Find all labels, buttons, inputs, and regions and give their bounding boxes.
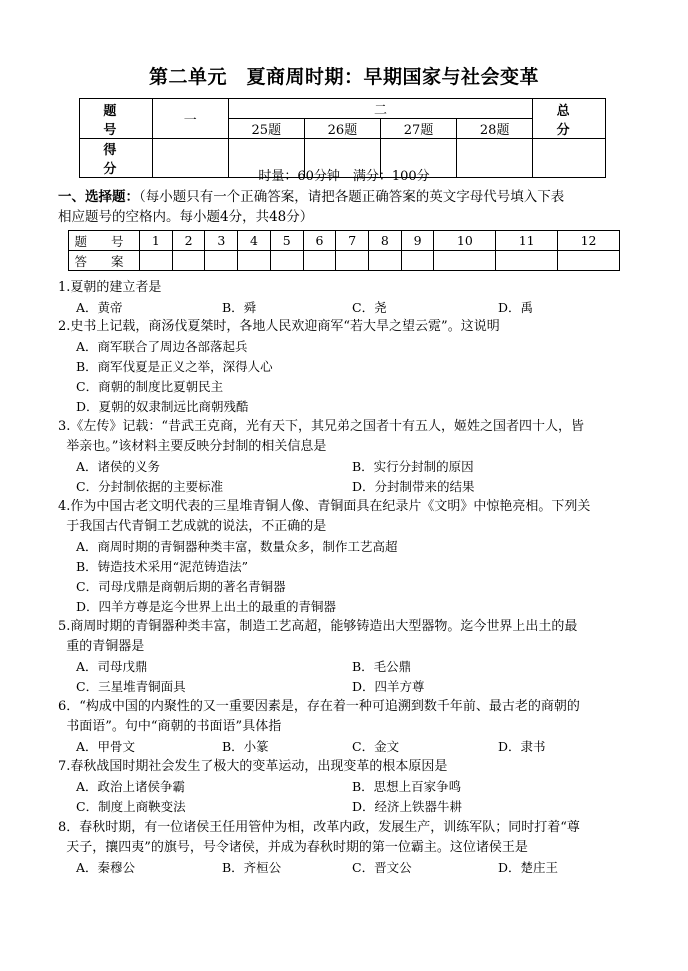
question-option: A．商周时期的青铜器种类丰富，数量众多，制作工艺高超 bbox=[76, 539, 398, 554]
answer-table-num: 11 bbox=[496, 231, 558, 251]
section1-instructions bbox=[58, 187, 658, 227]
question-option: A．诸侯的义务 bbox=[76, 459, 161, 474]
question-option: C．商朝的制度比夏朝民主 bbox=[76, 379, 224, 394]
question-option: A．秦穆公 bbox=[76, 860, 136, 875]
answer-cell[interactable] bbox=[270, 251, 303, 271]
answer-table-num: 2 bbox=[172, 231, 205, 251]
question-stem: 3.《左传》记载：“昔武王克商，光有天下，其兄弟之国者十有五人，姬姓之国者四十人，皆 bbox=[58, 419, 585, 434]
score-table-sub-28: 28题 bbox=[457, 119, 533, 139]
question-option: C．分封制依据的主要标准 bbox=[76, 479, 224, 494]
question-option: D．四羊方尊是迄今世界上出土的最重的青铜器 bbox=[76, 599, 337, 614]
score-table-col-two: 二 bbox=[228, 99, 533, 119]
score-table-sub-25: 25题 bbox=[228, 119, 304, 139]
section1-instr-line1: （每小题只有一个正确答案，请把各题正确答案的英文字母代号填入下表 bbox=[139, 189, 565, 205]
exam-meta: 时量：60分钟 满分：100分 bbox=[258, 169, 430, 184]
question-option: A．甲骨文 bbox=[76, 739, 136, 754]
answer-cell[interactable] bbox=[140, 251, 173, 271]
answer-table-num: 1 bbox=[140, 231, 173, 251]
question-stem: 5.商周时期的青铜器种类丰富，制造工艺高超，能够铸造出大型器物。迄今世界上出土的最 bbox=[58, 619, 578, 634]
question-option: B．铸造技术采用“泥范铸造法” bbox=[76, 559, 248, 574]
answer-cell[interactable] bbox=[369, 251, 402, 271]
question-option: B．实行分封制的原因 bbox=[352, 459, 474, 474]
question-stem: 举亲也。”该材料主要反映分封制的相关信息是 bbox=[58, 439, 327, 454]
page-title: 第二单元 夏商周时期：早期国家与社会变革 bbox=[148, 66, 539, 88]
question-stem: 6．“构成中国的内聚性的又一重要因素是，存在着一种可追溯到数千年前、最古老的商朝的 bbox=[58, 699, 580, 714]
answer-cell[interactable] bbox=[205, 251, 238, 271]
question-stem: 8．春秋时期，有一位诸侯王任用管仲为相，改革内政，发展生产，训练军队；同时打着“尊 bbox=[58, 820, 580, 835]
question-option: C．制度上商鞅变法 bbox=[76, 799, 186, 814]
question-stem: 于我国古代青铜工艺成就的说法，不正确的是 bbox=[58, 519, 327, 534]
question-option: C．金文 bbox=[352, 739, 400, 754]
answer-table-num: 7 bbox=[336, 231, 369, 251]
score-table-col-total: 总 分 bbox=[533, 99, 606, 139]
score-table-sub-27: 27题 bbox=[381, 119, 457, 139]
score-table-sub-26: 26题 bbox=[304, 119, 380, 139]
answer-cell[interactable] bbox=[401, 251, 434, 271]
answer-cell[interactable] bbox=[558, 251, 620, 271]
question-stem: 4.作为中国古老文明代表的三星堆青铜人像、青铜面具在纪录片《文明》中惊艳亮相。下列关 bbox=[58, 499, 591, 514]
question-option: B．齐桓公 bbox=[222, 860, 282, 875]
question-stem: 7.春秋战国时期社会发生了极大的变革运动，出现变革的根本原因是 bbox=[58, 759, 448, 774]
question-stem: 1.夏朝的建立者是 bbox=[58, 280, 162, 295]
question-option: B．思想上百家争鸣 bbox=[352, 779, 462, 794]
question-option: C．尧 bbox=[352, 300, 387, 315]
answer-table-num: 12 bbox=[558, 231, 620, 251]
question-option: D．四羊方尊 bbox=[352, 679, 425, 694]
answer-cell[interactable] bbox=[238, 251, 271, 271]
question-option: D．楚庄王 bbox=[498, 860, 559, 875]
question-option: B．小篆 bbox=[222, 739, 269, 754]
question-option: A．商军联合了周边各部落起兵 bbox=[76, 339, 248, 354]
question-option: D．经济上铁器牛耕 bbox=[352, 799, 463, 814]
answer-cell[interactable] bbox=[336, 251, 369, 271]
question-option: B．商军伐夏是正义之举，深得人心 bbox=[76, 359, 273, 374]
question-stem: 重的青铜器是 bbox=[58, 639, 145, 654]
question-stem: 书面语”。句中“商朝的书面语”具体指 bbox=[58, 719, 282, 734]
answer-cell[interactable] bbox=[172, 251, 205, 271]
question-option: D．夏朝的奴隶制远比商朝残酷 bbox=[76, 399, 249, 414]
answer-table-num: 4 bbox=[238, 231, 271, 251]
question-option: D．禹 bbox=[498, 300, 534, 315]
question-stem: 天子，攘四夷”的旗号，号令诸侯，并成为春秋时期的第一位霸主。这位诸侯王是 bbox=[58, 840, 528, 855]
question-option: C．司母戊鼎是商朝后期的著名青铜器 bbox=[76, 579, 286, 594]
question-option: C．晋文公 bbox=[352, 860, 412, 875]
answer-table-num: 8 bbox=[369, 231, 402, 251]
score-table-col-one: 一 bbox=[152, 99, 228, 139]
section1-instr-line2: 相应题号的空格内。每小题4分，共48分） bbox=[58, 209, 314, 225]
answer-table-num: 9 bbox=[401, 231, 434, 251]
score-table-label-qnum: 题 号 bbox=[80, 99, 153, 139]
question-option: A．政治上诸侯争霸 bbox=[76, 779, 186, 794]
answer-cell[interactable] bbox=[496, 251, 558, 271]
question-option: C．三星堆青铜面具 bbox=[76, 679, 186, 694]
answer-table-num: 10 bbox=[434, 231, 496, 251]
question-option: D．分封制带来的结果 bbox=[352, 479, 475, 494]
question-option: B．毛公鼎 bbox=[352, 659, 412, 674]
section1-heading: 一、选择题： bbox=[58, 189, 139, 205]
answer-table bbox=[68, 230, 620, 271]
question-option: A．司母戊鼎 bbox=[76, 659, 148, 674]
score-table-label-score: 得 分 bbox=[80, 139, 153, 178]
answer-table-num: 3 bbox=[205, 231, 238, 251]
question-option: D．隶书 bbox=[498, 739, 546, 754]
answer-cell[interactable] bbox=[434, 251, 496, 271]
answer-table-num: 6 bbox=[303, 231, 336, 251]
question-stem: 2.史书上记载，商汤伐夏桀时，各地人民欢迎商军“若大旱之望云霓”。这说明 bbox=[58, 319, 500, 334]
answer-table-num: 5 bbox=[270, 231, 303, 251]
answer-table-label-q: 题 号 bbox=[69, 231, 140, 251]
question-option: A．黄帝 bbox=[76, 300, 123, 315]
question-option: B．舜 bbox=[222, 300, 257, 315]
answer-cell[interactable] bbox=[303, 251, 336, 271]
answer-table-label-a: 答 案 bbox=[69, 251, 140, 271]
